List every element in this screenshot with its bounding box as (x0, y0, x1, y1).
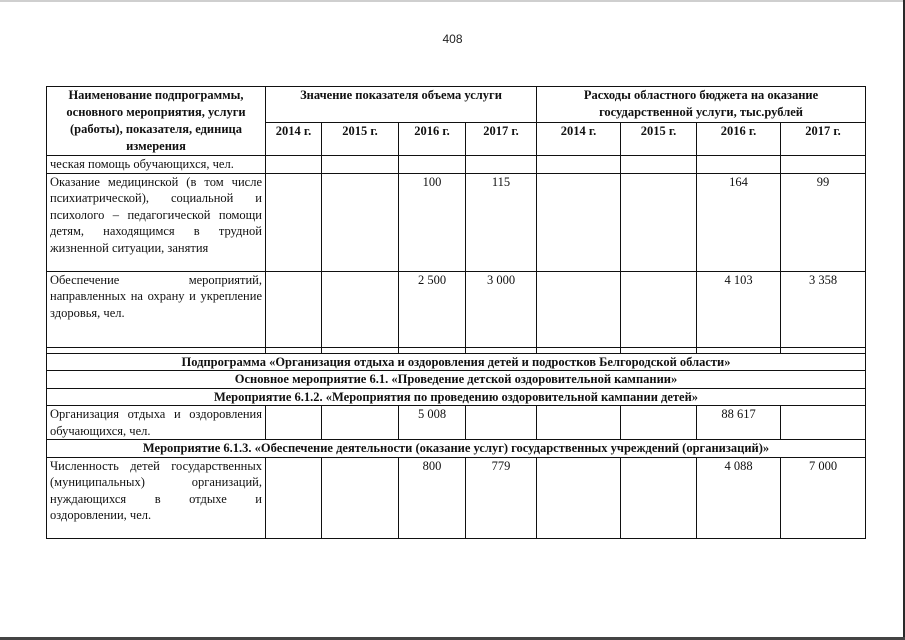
header-name-column: Наименование подпрограммы, основного мероприятия, услуги (работы), показателя, единица измерения (47, 87, 266, 156)
subprogram-title: Подпрограмма «Организация отдыха и оздоровления детей и подростков Белгородской области» (47, 353, 866, 371)
expense-cell: 88 617 (697, 406, 781, 440)
value-cell: 100 (399, 173, 466, 271)
section-row (47, 353, 866, 371)
expense-cell (621, 406, 697, 440)
budget-table (46, 86, 866, 539)
value-cell (266, 457, 322, 538)
section-row (47, 440, 866, 458)
header-expense-year: 2014 г. (537, 123, 621, 156)
value-cell (322, 457, 399, 538)
header-value-year: 2015 г. (322, 123, 399, 156)
header-expense-group: Расходы областного бюджета на оказание государственной услуги, тыс.рублей (537, 87, 866, 123)
value-cell (466, 406, 537, 440)
value-cell: 115 (466, 173, 537, 271)
header-value-year: 2017 г. (466, 123, 537, 156)
expense-cell (537, 271, 621, 347)
expense-cell: 3 358 (781, 271, 866, 347)
section-row (47, 388, 866, 406)
expense-cell (537, 156, 621, 174)
row-name: Организация отдыха и оздоровления обучающихся, чел. (47, 406, 266, 440)
table-row (47, 406, 866, 440)
value-cell: 3 000 (466, 271, 537, 347)
header-value-group: Значение показателя объема услуги (266, 87, 537, 123)
table-row (47, 271, 866, 347)
main-event-title: Основное мероприятие 6.1. «Проведение детской оздоровительной кампании» (47, 371, 866, 389)
expense-cell: 164 (697, 173, 781, 271)
event-6-1-2-title: Мероприятие 6.1.2. «Мероприятия по проведению оздоровительной кампании детей» (47, 388, 866, 406)
header-value-year: 2014 г. (266, 123, 322, 156)
row-name: Оказание медицинской (в том числе психиатрической), социальной и психолого – педагогической помощи детям, находящимся в трудной жизненной ситуации, занятия (47, 173, 266, 271)
value-cell (322, 271, 399, 347)
expense-cell (537, 406, 621, 440)
header-expense-year: 2016 г. (697, 123, 781, 156)
expense-cell (621, 271, 697, 347)
row-name: ческая помощь обучающихся, чел. (47, 156, 266, 174)
value-cell (322, 156, 399, 174)
header-row-groups (47, 87, 866, 123)
value-cell (266, 156, 322, 174)
expense-cell: 4 088 (697, 457, 781, 538)
header-expense-year: 2015 г. (621, 123, 697, 156)
expense-cell (621, 156, 697, 174)
expense-cell: 4 103 (697, 271, 781, 347)
value-cell (266, 271, 322, 347)
value-cell: 5 008 (399, 406, 466, 440)
value-cell (399, 156, 466, 174)
table-row (47, 156, 866, 174)
expense-cell (781, 406, 866, 440)
page-number: 408 (442, 32, 463, 46)
expense-cell (537, 457, 621, 538)
value-cell: 800 (399, 457, 466, 538)
header-value-year: 2016 г. (399, 123, 466, 156)
header-expense-year: 2017 г. (781, 123, 866, 156)
value-cell (322, 173, 399, 271)
section-row (47, 371, 866, 389)
expense-cell (781, 156, 866, 174)
value-cell (322, 406, 399, 440)
table-row (47, 457, 866, 538)
expense-cell (621, 173, 697, 271)
value-cell: 779 (466, 457, 537, 538)
value-cell (266, 406, 322, 440)
value-cell (466, 156, 537, 174)
page-edge-top (0, 0, 905, 2)
expense-cell (621, 457, 697, 538)
expense-cell (697, 156, 781, 174)
value-cell: 2 500 (399, 271, 466, 347)
value-cell (266, 173, 322, 271)
table-row (47, 173, 866, 271)
event-6-1-3-title: Мероприятие 6.1.3. «Обеспечение деятельности (оказание услуг) государственных учреждений (организаций)» (47, 440, 866, 458)
row-name: Обеспечение мероприятий, направленных на охрану и укрепление здоровья, чел. (47, 271, 266, 347)
expense-cell: 99 (781, 173, 866, 271)
row-name: Численность детей государственных (муниципальных) организаций, нуждающихся в отдыхе и оздоровлении, чел. (47, 457, 266, 538)
expense-cell (537, 173, 621, 271)
expense-cell: 7 000 (781, 457, 866, 538)
